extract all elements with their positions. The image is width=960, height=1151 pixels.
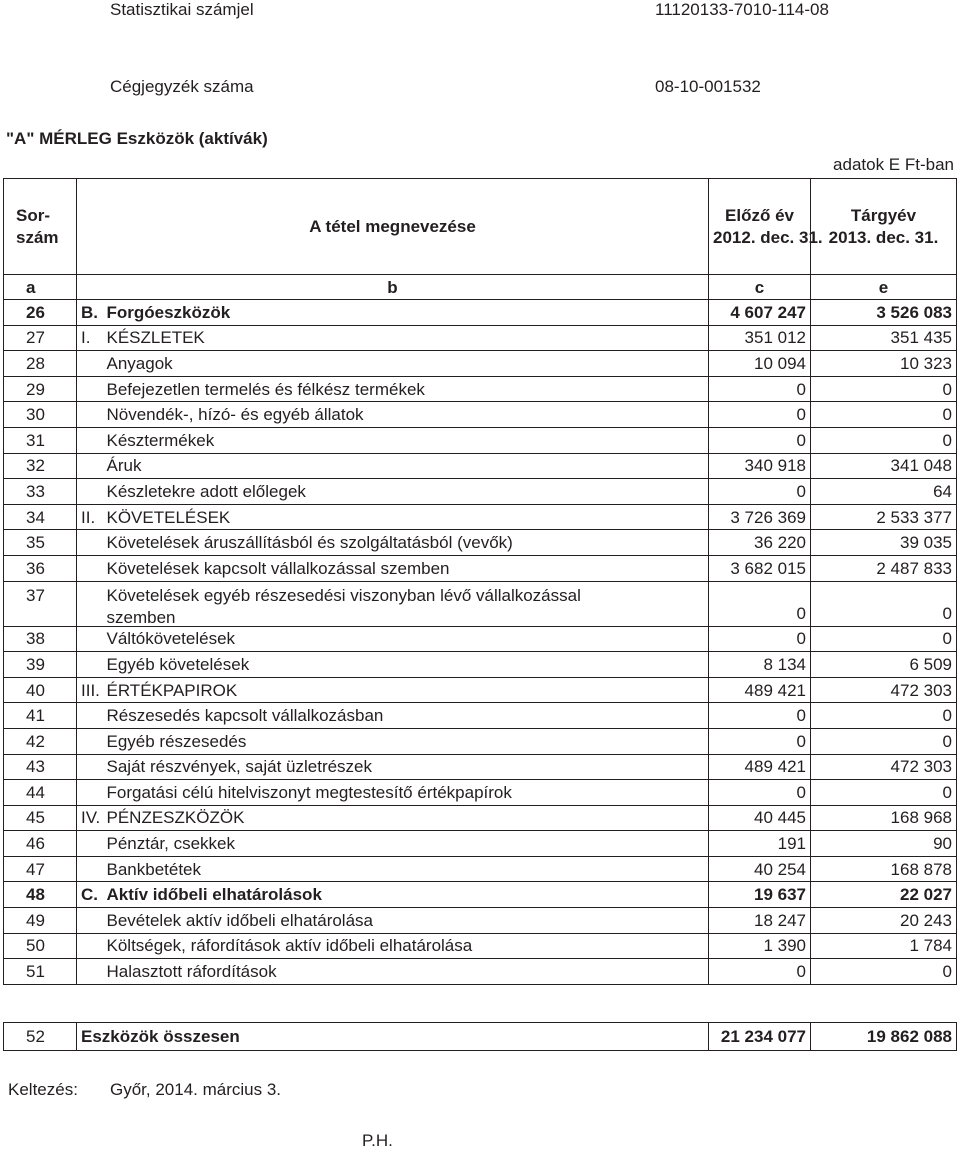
row-prev-value: 0 bbox=[709, 728, 811, 754]
row-curr-value: 64 bbox=[811, 479, 957, 505]
registry-number-value: 08-10-001532 bbox=[655, 77, 761, 96]
row-label-text: Pénztár, csekkek bbox=[106, 834, 236, 854]
row-number: 41 bbox=[4, 703, 77, 729]
row-prev-value: 0 bbox=[709, 581, 811, 626]
row-prev-value: 8 134 bbox=[709, 652, 811, 678]
row-curr-value: 0 bbox=[811, 402, 957, 428]
col-header-prev-line1: Előző év bbox=[725, 206, 794, 225]
row-curr-value: 0 bbox=[811, 703, 957, 729]
row-curr-value: 2 487 833 bbox=[811, 555, 957, 581]
table-row bbox=[4, 626, 957, 652]
row-curr-value: 2 533 377 bbox=[811, 504, 957, 530]
row-roman-numeral: IV. bbox=[77, 805, 103, 831]
row-prev-value: 489 421 bbox=[709, 677, 811, 703]
row-roman-numeral bbox=[77, 376, 103, 402]
table-row bbox=[4, 652, 957, 678]
row-label-text: Késztermékek bbox=[106, 430, 215, 450]
row-curr-value: 6 509 bbox=[811, 652, 957, 678]
row-label bbox=[103, 351, 709, 377]
row-number: 46 bbox=[4, 831, 77, 857]
table-row bbox=[4, 933, 957, 959]
row-label-text: Egyéb követelések bbox=[106, 654, 250, 674]
row-label-text: Áruk bbox=[106, 456, 142, 476]
row-prev-value: 0 bbox=[709, 780, 811, 806]
row-number: 49 bbox=[4, 908, 77, 934]
row-number: 39 bbox=[4, 652, 77, 678]
total-table bbox=[3, 1022, 957, 1051]
row-roman-numeral bbox=[77, 856, 103, 882]
row-label-text: KÉSZLETEK bbox=[106, 328, 205, 348]
col-letter-c: c bbox=[709, 275, 811, 300]
table-row bbox=[4, 530, 957, 556]
row-curr-value: 472 303 bbox=[811, 754, 957, 780]
row-roman-numeral bbox=[77, 351, 103, 377]
header-row bbox=[4, 179, 957, 275]
table-row bbox=[4, 581, 957, 626]
row-number: 35 bbox=[4, 530, 77, 556]
row-curr-value: 1 784 bbox=[811, 933, 957, 959]
row-prev-value: 351 012 bbox=[709, 325, 811, 351]
row-label bbox=[103, 581, 709, 626]
row-prev-value: 0 bbox=[709, 626, 811, 652]
row-prev-value: 10 094 bbox=[709, 351, 811, 377]
row-label bbox=[103, 325, 709, 351]
row-number: 26 bbox=[4, 300, 77, 326]
table-row bbox=[4, 427, 957, 453]
row-prev-value: 0 bbox=[709, 479, 811, 505]
row-label bbox=[103, 504, 709, 530]
table-row bbox=[4, 453, 957, 479]
row-roman-numeral bbox=[77, 933, 103, 959]
col-header-curr-line2: 2013. dec. 31. bbox=[828, 228, 939, 247]
row-number: 33 bbox=[4, 479, 77, 505]
row-number: 29 bbox=[4, 376, 77, 402]
row-number: 42 bbox=[4, 728, 77, 754]
balance-table bbox=[3, 178, 957, 985]
row-label bbox=[103, 652, 709, 678]
row-prev-value: 0 bbox=[709, 703, 811, 729]
row-roman-numeral bbox=[77, 555, 103, 581]
row-prev-value: 0 bbox=[709, 427, 811, 453]
row-label-text: Követelések kapcsolt vállalkozással szemben bbox=[106, 558, 450, 578]
row-prev-value: 4 607 247 bbox=[709, 300, 811, 326]
row-roman-numeral bbox=[77, 780, 103, 806]
row-label-text: Saját részvények, saját üzletrészek bbox=[106, 757, 373, 777]
total-row-number: 52 bbox=[4, 1023, 77, 1051]
row-label-text: ÉRTÉKPAPIROK bbox=[106, 680, 238, 700]
table-row bbox=[4, 908, 957, 934]
row-label-text: Halasztott ráfordítások bbox=[106, 962, 277, 982]
row-number: 31 bbox=[4, 427, 77, 453]
table-row bbox=[4, 300, 957, 326]
row-prev-value: 3 682 015 bbox=[709, 555, 811, 581]
total-row-prev: 21 234 077 bbox=[709, 1023, 811, 1051]
row-curr-value: 20 243 bbox=[811, 908, 957, 934]
row-prev-value: 191 bbox=[709, 831, 811, 857]
row-label bbox=[103, 908, 709, 934]
table-row bbox=[4, 780, 957, 806]
row-label bbox=[103, 626, 709, 652]
row-prev-value: 18 247 bbox=[709, 908, 811, 934]
row-label-text: Forgatási célú hitelviszonyt megtestesítő értékpapírok bbox=[106, 782, 512, 802]
row-label bbox=[103, 728, 709, 754]
row-label-text: Bevételek aktív időbeli elhatárolása bbox=[106, 910, 373, 930]
col-header-sorszam-line2: szám bbox=[16, 228, 59, 247]
row-number: 37 bbox=[4, 581, 77, 626]
table-row bbox=[4, 504, 957, 530]
row-roman-numeral: B. bbox=[77, 300, 103, 326]
row-prev-value: 40 254 bbox=[709, 856, 811, 882]
row-number: 47 bbox=[4, 856, 77, 882]
row-curr-value: 0 bbox=[811, 581, 957, 626]
row-curr-value: 341 048 bbox=[811, 453, 957, 479]
total-row-label: Eszközök összesen bbox=[77, 1023, 709, 1051]
row-label-text: Növendék-, hízó- és egyéb állatok bbox=[106, 405, 364, 425]
col-header-name-text: A tétel megnevezése bbox=[309, 217, 476, 236]
col-header-curr-line1: Tárgyév bbox=[850, 206, 917, 225]
stat-number-label: Statisztikai számjel bbox=[110, 0, 254, 19]
row-label bbox=[103, 555, 709, 581]
row-roman-numeral: C. bbox=[77, 882, 103, 908]
row-label bbox=[103, 530, 709, 556]
row-roman-numeral bbox=[77, 959, 103, 985]
total-row bbox=[4, 1023, 957, 1051]
row-roman-numeral bbox=[77, 427, 103, 453]
row-curr-value: 22 027 bbox=[811, 882, 957, 908]
row-roman-numeral bbox=[77, 908, 103, 934]
table-row bbox=[4, 754, 957, 780]
row-curr-value: 0 bbox=[811, 427, 957, 453]
row-label-text: Anyagok bbox=[106, 353, 173, 373]
row-label bbox=[103, 479, 709, 505]
row-curr-value: 0 bbox=[811, 780, 957, 806]
row-roman-numeral bbox=[77, 402, 103, 428]
row-prev-value: 0 bbox=[709, 376, 811, 402]
row-label-text: Követelések áruszállításból és szolgáltatásból (vevők) bbox=[106, 533, 513, 553]
table-row bbox=[4, 728, 957, 754]
col-header-name bbox=[77, 179, 709, 275]
row-label bbox=[103, 703, 709, 729]
row-label-text: Követelések egyéb részesedési viszonyban lévő vállalkozással bbox=[106, 585, 581, 605]
table-row bbox=[4, 376, 957, 402]
row-number: 44 bbox=[4, 780, 77, 806]
row-prev-value: 40 445 bbox=[709, 805, 811, 831]
table-row bbox=[4, 677, 957, 703]
row-curr-value: 90 bbox=[811, 831, 957, 857]
col-header-sorszam-line1: Sor- bbox=[16, 206, 50, 225]
row-label-text: Forgóeszközök bbox=[106, 302, 231, 322]
col-letter-b: b bbox=[77, 275, 709, 300]
row-curr-value: 3 526 083 bbox=[811, 300, 957, 326]
row-label-text: KÖVETELÉSEK bbox=[106, 507, 231, 527]
row-curr-value: 168 968 bbox=[811, 805, 957, 831]
row-number: 38 bbox=[4, 626, 77, 652]
table-row bbox=[4, 882, 957, 908]
row-number: 28 bbox=[4, 351, 77, 377]
table-row bbox=[4, 479, 957, 505]
row-prev-value: 0 bbox=[709, 402, 811, 428]
row-prev-value: 340 918 bbox=[709, 453, 811, 479]
row-number: 50 bbox=[4, 933, 77, 959]
row-label-text: Részesedés kapcsolt vállalkozásban bbox=[106, 706, 384, 726]
row-number: 34 bbox=[4, 504, 77, 530]
row-roman-numeral: II. bbox=[77, 504, 103, 530]
row-number: 45 bbox=[4, 805, 77, 831]
row-label bbox=[103, 805, 709, 831]
row-label-text: Költségek, ráfordítások aktív időbeli elhatárolása bbox=[106, 936, 473, 956]
row-prev-value: 3 726 369 bbox=[709, 504, 811, 530]
row-label bbox=[103, 754, 709, 780]
row-curr-value: 0 bbox=[811, 626, 957, 652]
row-curr-value: 39 035 bbox=[811, 530, 957, 556]
table-row bbox=[4, 856, 957, 882]
row-roman-numeral bbox=[77, 626, 103, 652]
row-label bbox=[103, 882, 709, 908]
row-label bbox=[103, 831, 709, 857]
row-number: 27 bbox=[4, 325, 77, 351]
row-label bbox=[103, 677, 709, 703]
row-label-text: Készletekre adott előlegek bbox=[106, 481, 306, 501]
table-row bbox=[4, 325, 957, 351]
row-curr-value: 472 303 bbox=[811, 677, 957, 703]
row-curr-value: 0 bbox=[811, 728, 957, 754]
row-label-text-line2: szemben bbox=[106, 607, 176, 627]
table-row bbox=[4, 351, 957, 377]
row-curr-value: 10 323 bbox=[811, 351, 957, 377]
total-row-curr: 19 862 088 bbox=[811, 1023, 957, 1051]
row-roman-numeral: I. bbox=[77, 325, 103, 351]
date-value: Győr, 2014. március 3. bbox=[110, 1080, 282, 1099]
row-prev-value: 19 637 bbox=[709, 882, 811, 908]
row-label bbox=[103, 856, 709, 882]
row-label bbox=[103, 933, 709, 959]
row-label-text: Egyéb részesedés bbox=[106, 731, 247, 751]
row-curr-value: 0 bbox=[811, 376, 957, 402]
row-roman-numeral bbox=[77, 728, 103, 754]
table-row bbox=[4, 831, 957, 857]
row-number: 36 bbox=[4, 555, 77, 581]
row-prev-value: 1 390 bbox=[709, 933, 811, 959]
row-roman-numeral bbox=[77, 530, 103, 556]
col-header-curr bbox=[811, 179, 957, 275]
row-roman-numeral bbox=[77, 479, 103, 505]
row-label-text: PÉNZESZKÖZÖK bbox=[106, 808, 245, 828]
unit-note: adatok E Ft-ban bbox=[833, 155, 954, 174]
col-header-sorszam bbox=[4, 179, 77, 275]
row-label bbox=[103, 959, 709, 985]
row-roman-numeral bbox=[77, 652, 103, 678]
row-label bbox=[103, 453, 709, 479]
row-label-text: Váltókövetelések bbox=[106, 629, 236, 649]
row-label bbox=[103, 376, 709, 402]
row-number: 43 bbox=[4, 754, 77, 780]
table-row bbox=[4, 805, 957, 831]
row-label bbox=[103, 427, 709, 453]
row-number: 30 bbox=[4, 402, 77, 428]
row-curr-value: 168 878 bbox=[811, 856, 957, 882]
row-roman-numeral: III. bbox=[77, 677, 103, 703]
row-label-text: Aktív időbeli elhatárolások bbox=[106, 885, 322, 905]
col-header-prev bbox=[709, 179, 823, 275]
row-prev-value: 489 421 bbox=[709, 754, 811, 780]
row-roman-numeral bbox=[77, 754, 103, 780]
stat-number-value: 11120133-7010-114-08 bbox=[655, 0, 829, 19]
page-title: "A" MÉRLEG Eszközök (aktívák) bbox=[6, 129, 268, 148]
registry-number-label: Cégjegyzék száma bbox=[110, 77, 254, 96]
table-row bbox=[4, 555, 957, 581]
col-header-prev-line2: 2012. dec. 31. bbox=[713, 228, 823, 247]
row-label-text: Bankbetétek bbox=[106, 859, 202, 879]
row-curr-value: 351 435 bbox=[811, 325, 957, 351]
col-letter-e: e bbox=[811, 275, 957, 300]
table-row bbox=[4, 959, 957, 985]
row-roman-numeral bbox=[77, 831, 103, 857]
table-row bbox=[4, 402, 957, 428]
letter-row bbox=[4, 275, 957, 300]
row-roman-numeral bbox=[77, 453, 103, 479]
row-number: 40 bbox=[4, 677, 77, 703]
col-letter-a: a bbox=[4, 275, 77, 300]
row-number: 48 bbox=[4, 882, 77, 908]
row-label bbox=[103, 402, 709, 428]
row-label bbox=[103, 780, 709, 806]
row-roman-numeral bbox=[77, 703, 103, 729]
row-prev-value: 36 220 bbox=[709, 530, 811, 556]
row-roman-numeral bbox=[77, 581, 103, 626]
row-number: 32 bbox=[4, 453, 77, 479]
row-label-text: Befejezetlen termelés és félkész termékek bbox=[106, 379, 425, 399]
date-label: Keltezés: bbox=[8, 1080, 78, 1099]
row-curr-value: 0 bbox=[811, 959, 957, 985]
row-number: 51 bbox=[4, 959, 77, 985]
table-row bbox=[4, 703, 957, 729]
stamp-text: P.H. bbox=[362, 1131, 393, 1150]
row-prev-value: 0 bbox=[709, 959, 811, 985]
row-label bbox=[103, 300, 709, 326]
